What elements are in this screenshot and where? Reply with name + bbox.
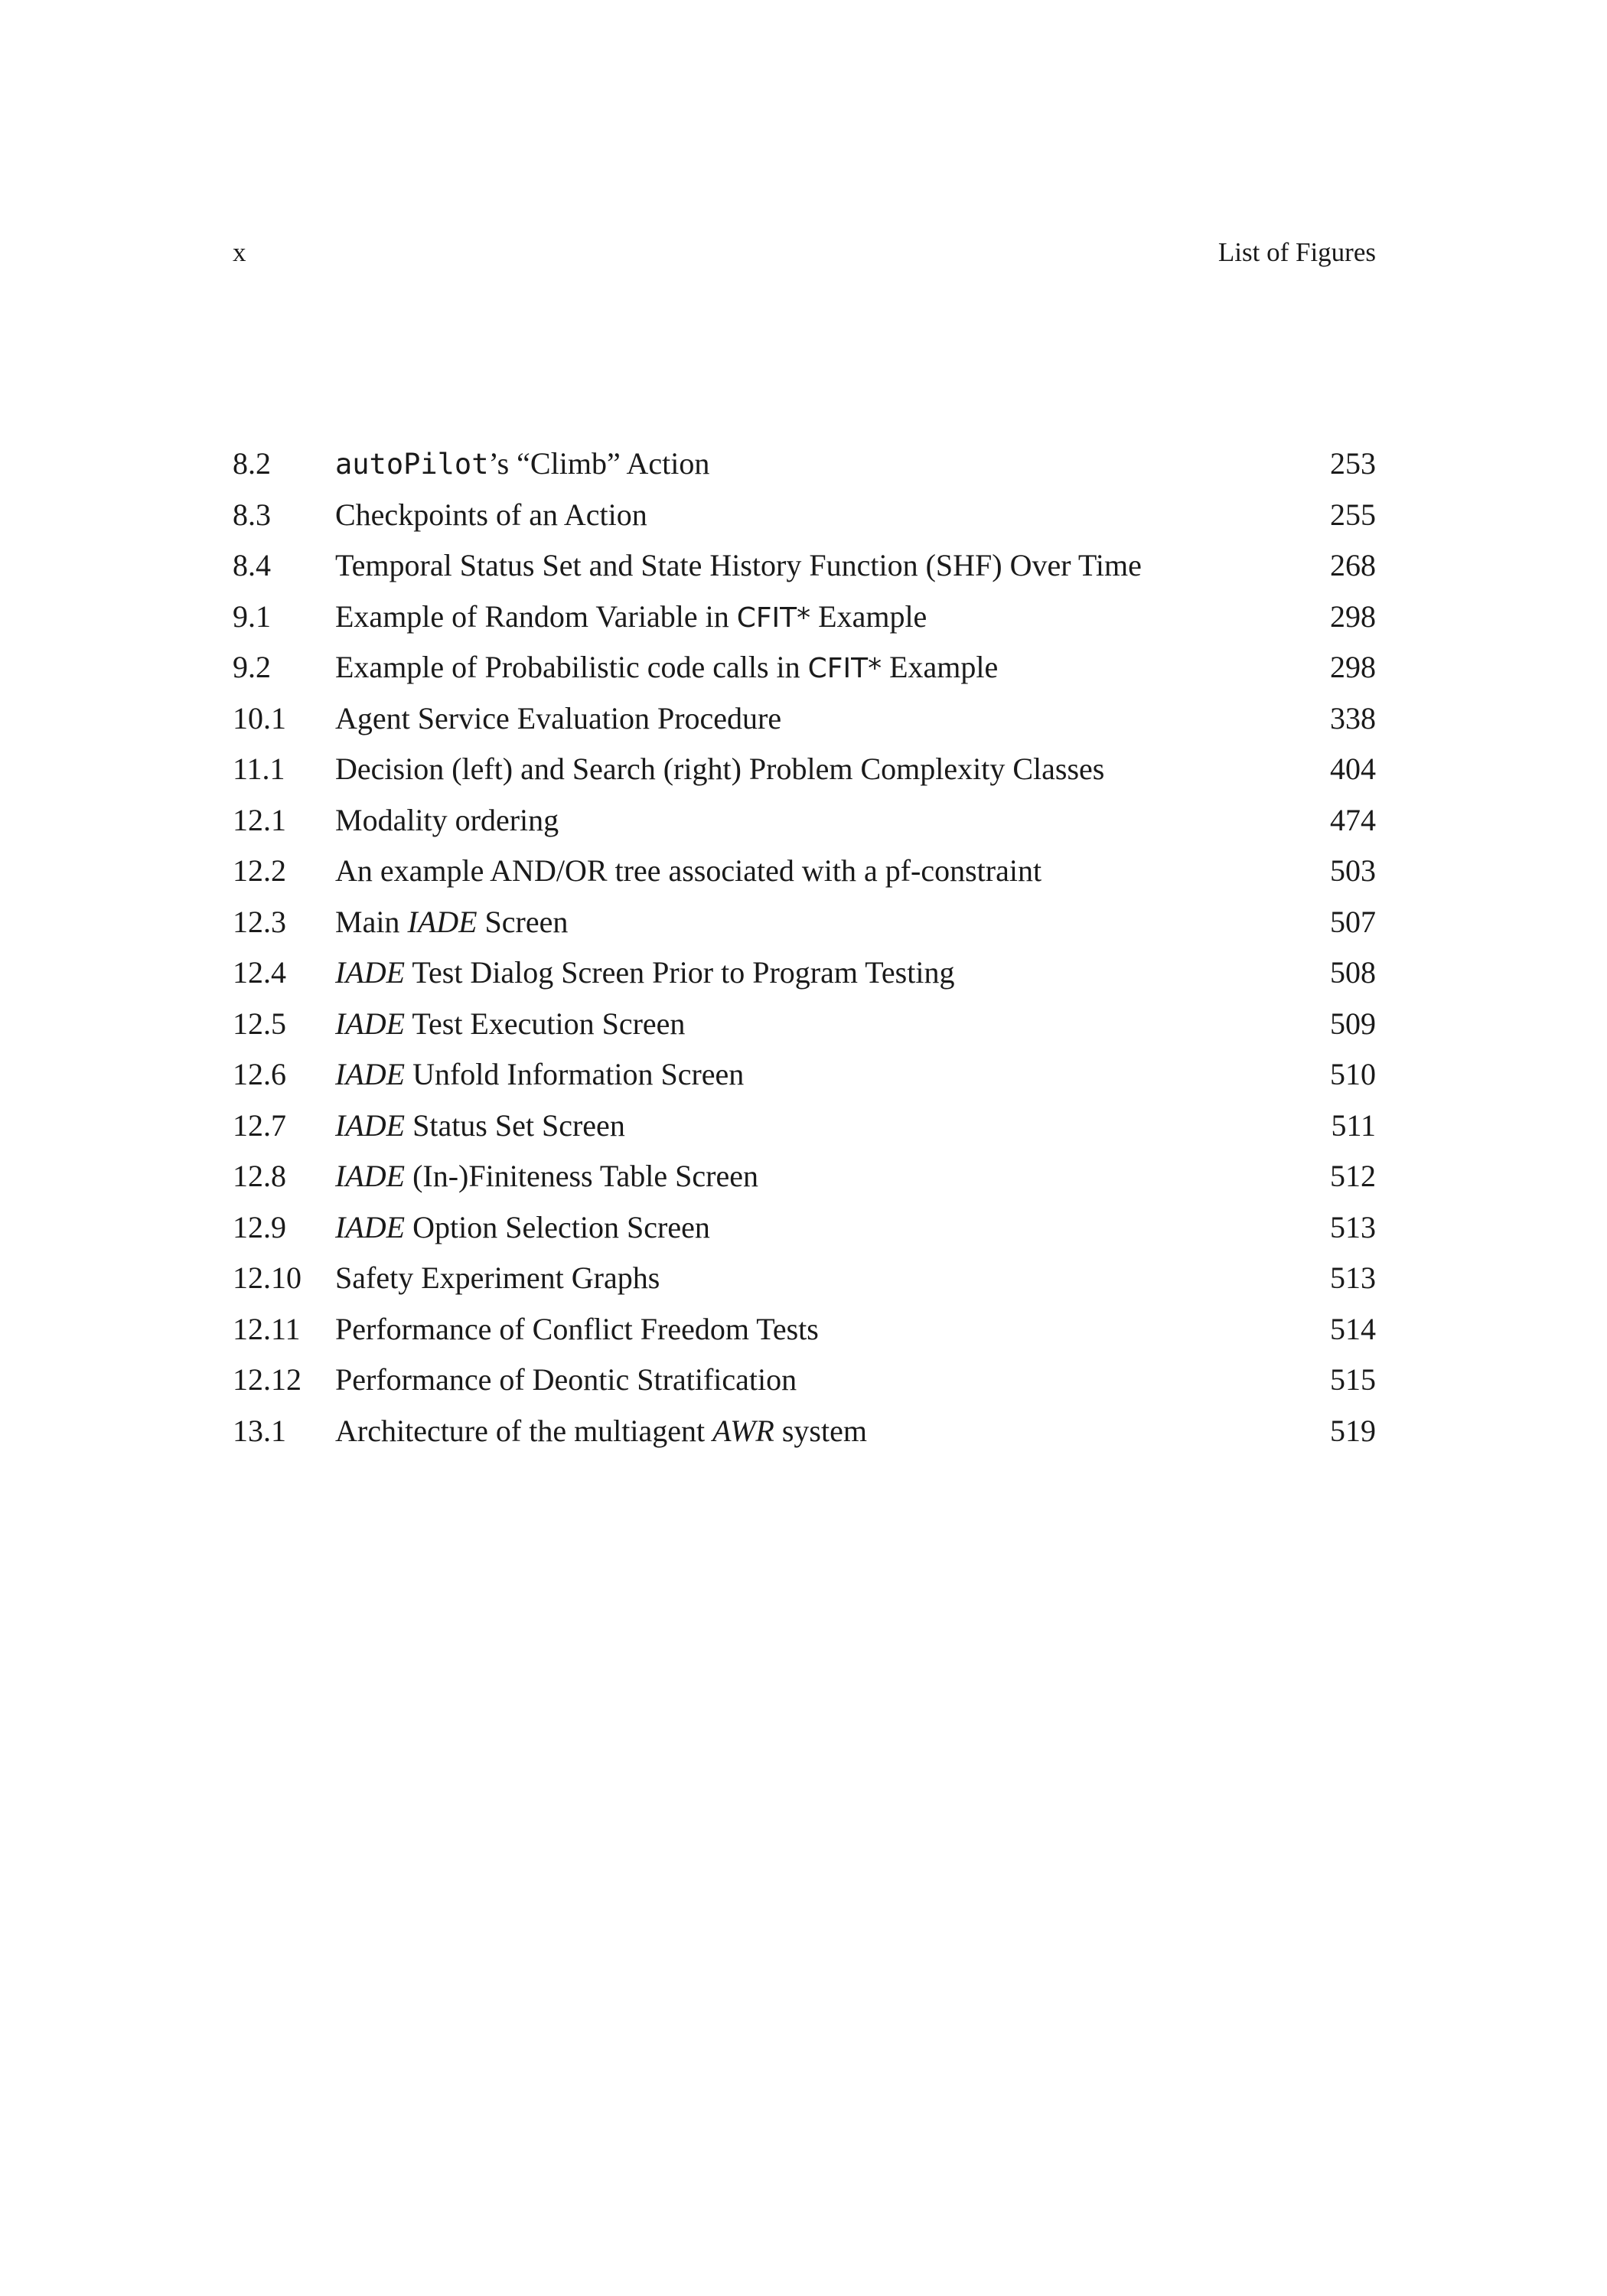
figure-entry bbox=[233, 1253, 1376, 1304]
figure-page: 268 bbox=[1330, 548, 1376, 582]
figure-number: 12.10 bbox=[233, 1261, 302, 1295]
figure-page: 508 bbox=[1330, 955, 1376, 990]
figure-title: IADE Status Set Screen bbox=[335, 1107, 625, 1143]
figure-page: 515 bbox=[1330, 1362, 1376, 1397]
figure-number: 12.9 bbox=[233, 1209, 286, 1244]
figure-number: 9.2 bbox=[233, 650, 271, 684]
figure-number: 8.3 bbox=[233, 497, 271, 532]
figure-entry bbox=[233, 1101, 1376, 1152]
figure-entry bbox=[233, 1049, 1376, 1101]
figure-entry bbox=[233, 490, 1376, 541]
figure-entry bbox=[233, 1355, 1376, 1406]
figure-page: 511 bbox=[1331, 1107, 1376, 1143]
figure-page: 513 bbox=[1330, 1261, 1376, 1295]
figure-title: Modality ordering bbox=[335, 802, 559, 837]
figure-number: 10.1 bbox=[233, 700, 286, 735]
figure-title: Safety Experiment Graphs bbox=[335, 1261, 660, 1295]
running-head bbox=[233, 237, 1376, 276]
figure-title: IADE (In-)Finiteness Table Screen bbox=[335, 1159, 758, 1193]
figure-page: 474 bbox=[1330, 802, 1376, 837]
figure-title: Agent Service Evaluation Procedure bbox=[335, 700, 782, 735]
figure-number: 12.7 bbox=[233, 1107, 286, 1143]
figure-number: 8.2 bbox=[233, 446, 271, 481]
figure-title: Example of Random Variable in CFIT* Example bbox=[335, 598, 927, 634]
figure-page: 512 bbox=[1330, 1159, 1376, 1193]
figure-title: Performance of Conflict Freedom Tests bbox=[335, 1311, 819, 1346]
figure-title: An example AND/OR tree associated with a pf-constraint bbox=[335, 853, 1042, 888]
figure-page: 298 bbox=[1330, 598, 1376, 634]
figure-entry bbox=[233, 1304, 1376, 1355]
figure-title: Main IADE Screen bbox=[335, 904, 569, 939]
figure-entry bbox=[233, 540, 1376, 592]
figure-entry bbox=[233, 592, 1376, 643]
figure-entry bbox=[233, 1202, 1376, 1254]
figure-number: 13.1 bbox=[233, 1413, 286, 1448]
figure-number: 12.11 bbox=[233, 1311, 301, 1346]
figure-title: IADE Unfold Information Screen bbox=[335, 1057, 745, 1091]
figure-number: 9.1 bbox=[233, 598, 271, 634]
figure-title: IADE Option Selection Screen bbox=[335, 1209, 710, 1244]
figure-title: Architecture of the multiagent AWR system bbox=[335, 1413, 867, 1448]
figure-title: Example of Probabilistic code calls in CFIT* Example bbox=[335, 650, 999, 684]
figure-number: 11.1 bbox=[233, 752, 285, 786]
figure-number: 12.1 bbox=[233, 802, 286, 837]
figure-page: 510 bbox=[1330, 1057, 1376, 1091]
figure-title: autoPilot’s “Climb” Action bbox=[335, 446, 710, 481]
figure-entry bbox=[233, 795, 1376, 846]
figure-page: 509 bbox=[1330, 1006, 1376, 1041]
figure-title: Performance of Deontic Stratification bbox=[335, 1362, 797, 1397]
figure-title: IADE Test Dialog Screen Prior to Program Testing bbox=[335, 955, 955, 990]
figure-number: 12.5 bbox=[233, 1006, 286, 1041]
list-of-figures bbox=[233, 439, 1376, 1456]
figure-page: 507 bbox=[1330, 904, 1376, 939]
figure-entry bbox=[233, 846, 1376, 897]
figure-number: 12.2 bbox=[233, 853, 286, 888]
figure-entry bbox=[233, 947, 1376, 999]
figure-page: 514 bbox=[1330, 1311, 1376, 1346]
figure-page: 253 bbox=[1330, 446, 1376, 481]
figure-number: 12.3 bbox=[233, 904, 286, 939]
figure-entry bbox=[233, 999, 1376, 1050]
figure-entry bbox=[233, 693, 1376, 745]
running-head-title: List of Figures bbox=[1217, 237, 1376, 267]
figure-entry bbox=[233, 744, 1376, 795]
figure-entry bbox=[233, 439, 1376, 490]
figure-title: Temporal Status Set and State History Function (SHF) Over Time bbox=[335, 548, 1142, 582]
figure-number: 12.6 bbox=[233, 1057, 286, 1091]
figure-entry bbox=[233, 897, 1376, 948]
figure-page: 503 bbox=[1330, 853, 1376, 888]
figure-title: Checkpoints of an Action bbox=[335, 497, 647, 532]
figure-entry bbox=[233, 1151, 1376, 1202]
figure-entry bbox=[233, 642, 1376, 693]
figure-number: 12.8 bbox=[233, 1159, 286, 1193]
figure-number: 12.4 bbox=[233, 955, 286, 990]
figure-page: 404 bbox=[1330, 752, 1376, 786]
figure-page: 255 bbox=[1330, 497, 1376, 532]
figure-entry bbox=[233, 1406, 1376, 1457]
figure-number: 8.4 bbox=[233, 548, 271, 582]
figure-title: Decision (left) and Search (right) Problem Complexity Classes bbox=[335, 752, 1105, 786]
page-number: x bbox=[233, 237, 246, 267]
figure-page: 513 bbox=[1330, 1209, 1376, 1244]
figure-page: 298 bbox=[1330, 650, 1376, 684]
figure-page: 519 bbox=[1330, 1413, 1376, 1448]
figure-page: 338 bbox=[1330, 700, 1376, 735]
figure-title: IADE Test Execution Screen bbox=[335, 1006, 686, 1041]
figure-number: 12.12 bbox=[233, 1362, 302, 1397]
